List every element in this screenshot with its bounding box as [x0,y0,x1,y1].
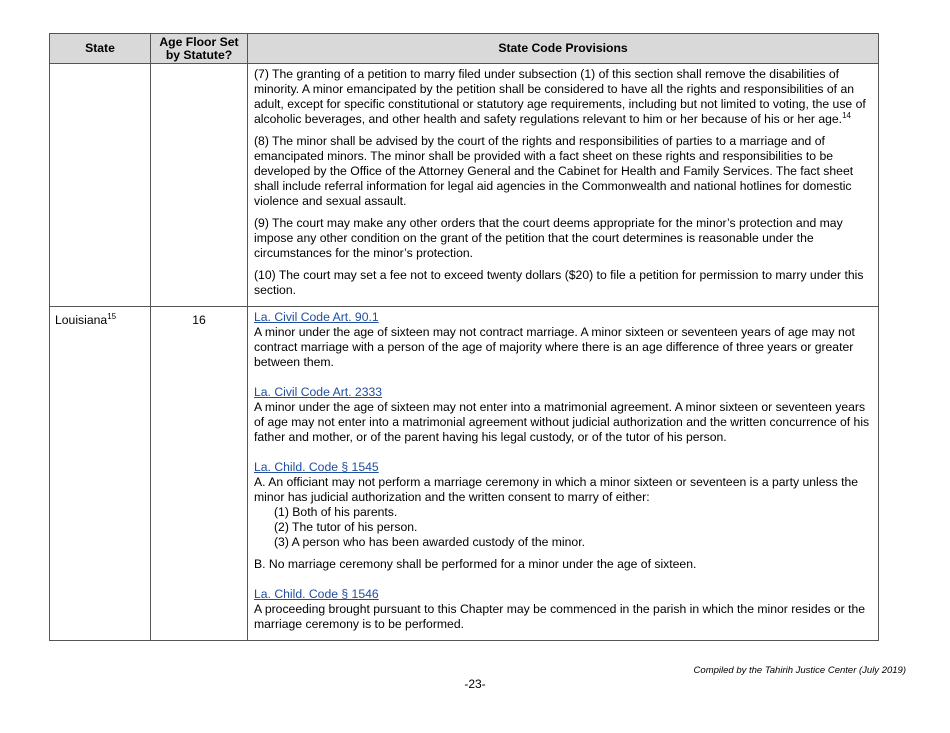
louisiana-provisions-cell [248,307,879,641]
provision-paragraph-8: (8) The minor shall be advised by the court of the rights and responsibilities of parties to a marriage and of emancipated minors. The minor shall be provided with a fact sheet on these rights and responsibilities to be developed by the Office of the Attorney General and the Cabinet for Health and Family Services. The fact sheet shall include referral information for legal aid agencies in the Commonwealth and national hotlines for domestic violence and sexual assault. [254,134,854,208]
state-name: Louisiana [55,313,108,327]
code-1546-text: A proceeding brought pursuant to this Chapter may be commenced in the parish in which the minor resides or the marriage ceremony is to be performed. [254,602,866,631]
code-1545-block [254,460,872,550]
age-cell-empty [151,64,248,307]
table-row [50,64,879,307]
art-90-1-text: A minor under the age of sixteen may not contract marriage. A minor sixteen or seventeen years of age may not contract marriage with a person of the age of majority where there is an age difference of three years or greater between them. [254,325,855,369]
header-provisions: State Code Provisions [248,34,879,64]
art-2333-text: A minor under the age of sixteen may not enter into a matrimonial agreement. A minor sixteen or seventeen years of age may not enter into a matrimonial agreement without judicial authorization and the written concurrence of his father and mother, or of the parent having his legal custody, or of the tutor of his person. [254,400,870,444]
code-1545-b-block [254,557,872,572]
code-1545-a2: (2) The tutor of his person. [274,520,418,534]
header-age-floor: Age Floor Set by Statute? [151,34,248,64]
state-provisions-table [49,33,879,641]
art-90-1-link[interactable]: La. Civil Code Art. 90.1 [254,310,379,324]
code-1545-a3: (3) A person who has been awarded custody of the minor. [274,535,585,549]
code-1545-a1: (1) Both of his parents. [274,505,398,519]
art-2333-link[interactable]: La. Civil Code Art. 2333 [254,385,383,399]
provision-paragraph-7 [254,67,872,127]
footer-credit: Compiled by the Tahirih Justice Center (July 2019) [693,665,906,676]
code-1546-link[interactable]: La. Child. Code § 1546 [254,587,379,601]
art-2333-block [254,385,872,445]
provision-paragraph-10: (10) The court may set a fee not to exceed twenty dollars ($20) to file a petition for permission to marry under this section. [254,268,864,297]
provision-paragraph-9: (9) The court may make any other orders that the court deems appropriate for the minor’s protection and may impose any other condition on the grant of the petition that the court determines is reasonable under the circumstances for the minor’s protection. [254,216,843,260]
table-row [50,307,879,641]
header-state: State [50,34,151,64]
page-number: -23- [464,677,486,691]
code-1546-block [254,587,872,632]
code-1545-link[interactable]: La. Child. Code § 1545 [254,460,379,474]
footnote-14: 14 [842,110,851,120]
state-cell-empty [50,64,151,307]
code-1545-b: B. No marriage ceremony shall be performed for a minor under the age of sixteen. [254,557,697,571]
kentucky-provisions-cell [248,64,879,307]
age-floor-cell: 16 [151,307,248,641]
art-90-1-block [254,310,872,370]
table-header-row [50,34,879,64]
code-1545-a: A. An officiant may not perform a marriage ceremony in which a minor sixteen or seventeen is a party unless the minor has judicial authorization and the written consent to marry of either: [254,475,859,504]
provision-7-text: (7) The granting of a petition to marry filed under subsection (1) of this section shall remove the disabilities of minority. A minor emancipated by the petition shall be considered to have all the rights and responsibilities of an adult, except for specific constitutional or statutory age requirements, including but not limited to voting, the use of alcoholic beverages, and other health and safety regulations relevant to him or her because of his or her age. [254,67,866,126]
state-cell-louisiana [50,307,151,641]
footnote-15: 15 [107,311,117,321]
